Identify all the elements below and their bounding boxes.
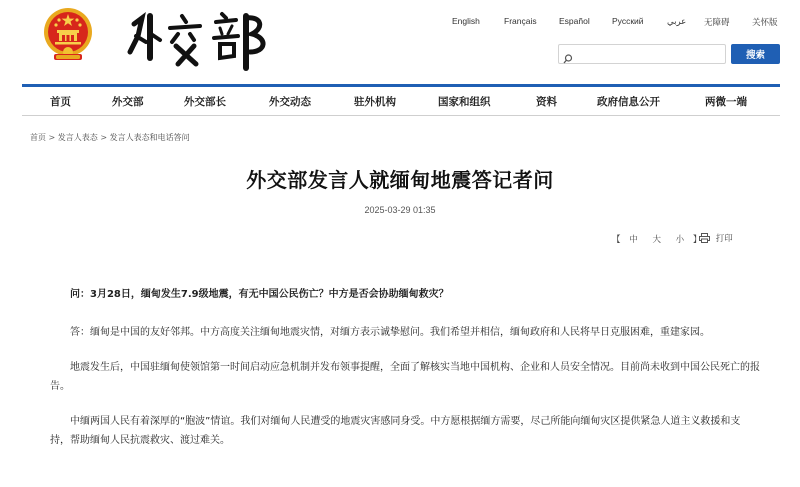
language-bar (452, 16, 787, 30)
article-paragraph: 答：缅甸是中国的友好邻邦。中方高度关注缅甸地震灾情，对缅方表示诚挚慰问。我们希望并相信，缅甸政府和人民将早日克服困难，重建家园。 (70, 326, 710, 338)
font-size-tools (612, 233, 701, 245)
article-paragraph: 地震发生后，中国驻缅甸使领馆第一时间启动应急机制并发布领事提醒，全面了解核实当地中国机构、企业和人员安全情况。目前尚未收到中国公民死亡的报告。 (50, 362, 760, 392)
article-title: 外交部发言人就缅甸地震答记者问 (246, 168, 554, 192)
search-input[interactable] (558, 44, 726, 64)
ministry-calligraphy-logo[interactable] (122, 6, 272, 72)
font-size-large-link[interactable]: 大 (652, 235, 661, 245)
font-size-medium-link[interactable]: 中 (629, 235, 638, 245)
print-button[interactable] (699, 232, 733, 244)
nav-item-missions-abroad[interactable]: 驻外机构 (354, 96, 396, 108)
printer-icon (699, 234, 716, 244)
article-paragraph: 中缅两国人民有着深厚的“胞波”情谊。我们对缅甸人民遭受的地震灾害感同身受。中方愿根据缅方需要，尽己所能向缅甸灾区提供紧急人道主义救援和支持，帮助缅甸人民抗震救灾、渡过难关。 (50, 416, 741, 446)
font-size-small-link[interactable]: 小 (675, 235, 685, 245)
breadcrumb-home[interactable]: 首页 (30, 133, 46, 142)
article-question: 问：3月28日，缅甸发生7.9级地震，有无中国公民伤亡？中方是否会协助缅甸救灾？ (70, 289, 449, 300)
nav-item-social-media[interactable]: 两微一端 (705, 96, 747, 108)
lang-english-link[interactable]: English (452, 16, 480, 26)
lang-russian-link[interactable]: Русский (612, 16, 644, 26)
main-nav (22, 84, 780, 116)
nav-item-diplomatic-news[interactable]: 外交动态 (269, 96, 311, 108)
accessibility-link[interactable]: 无障碍 (704, 17, 730, 27)
bracket-open: 【 (612, 235, 621, 245)
breadcrumb-separator: > (48, 133, 56, 142)
search-bar (558, 44, 780, 64)
breadcrumb-current[interactable]: 发言人表态和电话答问 (109, 133, 190, 142)
breadcrumb-separator: > (100, 133, 108, 142)
nav-item-minister[interactable]: 外交部长 (184, 96, 226, 108)
elderly-care-link[interactable]: 关怀版 (752, 17, 778, 27)
search-icon (563, 49, 573, 59)
national-emblem-logo[interactable] (40, 6, 96, 64)
publish-date: 2025-03-29 01:35 (364, 205, 436, 215)
lang-arabic-link[interactable]: عربي (667, 16, 687, 26)
print-label: 打印 (715, 234, 733, 244)
lang-french-link[interactable]: Français (504, 16, 537, 26)
nav-item-ministry[interactable]: 外交部 (112, 96, 144, 108)
breadcrumb-spokesperson[interactable]: 发言人表态 (57, 133, 98, 142)
breadcrumb (30, 132, 190, 143)
bracket-close: 】 (692, 235, 702, 245)
nav-item-countries-organizations[interactable]: 国家和组织 (438, 96, 491, 108)
nav-item-gov-info[interactable]: 政府信息公开 (597, 96, 660, 108)
nav-item-home[interactable]: 首页 (50, 96, 71, 108)
nav-item-resources[interactable]: 资料 (536, 96, 557, 108)
search-button[interactable]: 搜索 (731, 44, 780, 64)
lang-spanish-link[interactable]: Español (559, 16, 590, 26)
article-body (50, 286, 760, 467)
